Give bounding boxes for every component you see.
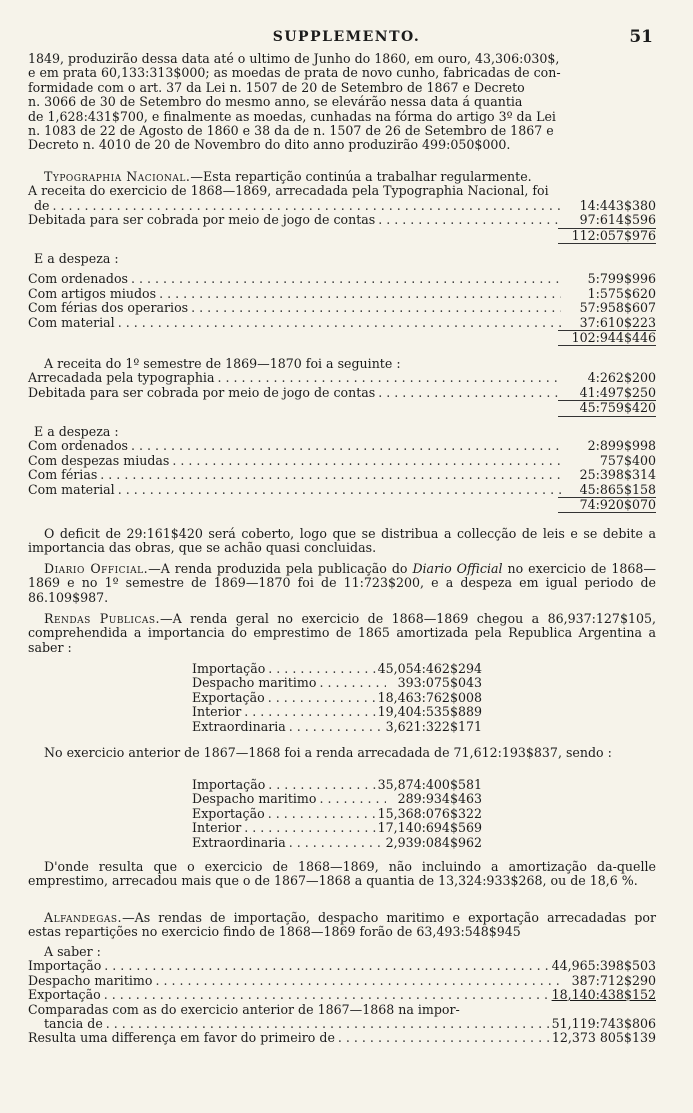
section-heading: Diario Official. <box>44 561 149 576</box>
alfandega-row: Despacho maritimo . . . 387:712$290 <box>28 974 656 988</box>
subheading: E a despeza : <box>34 424 119 439</box>
receita-row: Debitada para ser cobrada por meio de jogo de contas . . . 41:497$250 <box>28 386 656 400</box>
rendas-section: Rendas Publicas.—A renda geral no exercicio de 1868—1869 chegou a 86,937:127$105, comprehendida a importancia do emprestimo de 1865 amortizada pela Republica Argentina a saber : <box>28 611 656 655</box>
section-heading: Typographia Nacional. <box>44 169 191 184</box>
donde-paragraph: D'onde resulta que o exercicio de 1868—1869, não incluindo a amortização da-quelle emprestimo, arrecadou mais que o de 1867—1868 a quantia de 13,324:933$268, ou de 18,6 %. <box>28 859 656 889</box>
renda-row: Extraordinaria . . . 3,621:322$171 <box>192 720 482 734</box>
text-line: n. 3066 de 30 de Setembro do mesmo anno, se elevárão nessa data á quantia <box>28 94 523 110</box>
deficit-paragraph: O deficit de 29:161$420 será coberto, logo que se distribua a collecção de leis e se debite a importancia das obras, que se achão quasi concluidas. <box>28 526 656 556</box>
despeza-block <box>28 252 656 346</box>
publication-title: Diario Official <box>412 561 503 576</box>
receita-row: de . . . 14:443$380 <box>28 199 656 213</box>
renda-row: Importação . . . 45,054:462$294 <box>192 662 482 676</box>
renda-row: Exportação . . . 15,368:076$322 <box>192 807 482 821</box>
text-line: Decreto n. 4010 de 20 de Novembro do dito anno produzirão 499:050$000. <box>28 137 511 153</box>
typographia-section <box>28 170 656 244</box>
diario-section: Diario Official.—A renda produzida pela publicação do Diario Official no exercicio de 1868—1869 e no 1º semestre de 1869—1870 foi de 11:723$200, e a despeza em igual periodo de 86.109$987. <box>28 561 656 605</box>
text-line: Comparadas com as do exercicio anterior de 1867—1868 na impor- <box>28 1001 460 1017</box>
alfandega-row: Exportação . . . 18,140:438$152 <box>28 988 656 1002</box>
total-value: 45:759$420 <box>28 400 656 416</box>
receita-row: Arrecadada pela typographia . . . 4:262$200 <box>28 371 656 385</box>
receita-semestre-block <box>28 357 656 417</box>
subheading: E a despeza : <box>34 251 119 266</box>
section-heading: Rendas Publicas. <box>44 611 161 626</box>
despeza-row: Com ordenados . . . 2:899$998 <box>28 439 656 453</box>
renda-row: Importação . . . 35,874:400$581 <box>192 778 482 792</box>
subheading: A saber : <box>44 944 101 959</box>
renda-row: Despacho maritimo . . . 289:934$463 <box>192 792 482 806</box>
alfandega-row: Importação . . . 44,965:398$503 <box>28 959 656 973</box>
despeza-row: Com artigos miudos . . . 1:575$620 <box>28 287 656 301</box>
despeza-row: Com férias dos operarios . . . 57:958$607 <box>28 301 656 315</box>
section-heading: Alfandegas. <box>44 910 123 925</box>
intro-paragraph <box>28 52 656 153</box>
renda-row: Despacho maritimo . . . 393:075$043 <box>192 676 482 690</box>
renda-row: Interior . . . 17,140:694$569 <box>192 821 482 835</box>
despeza-row: Com férias . . . 25:398$314 <box>28 468 656 482</box>
text-line: e em prata 60,133:313$000; as moedas de prata de novo cunho, fabricadas de con- <box>28 65 561 81</box>
despeza-row: Com material . . . 45:865$158 <box>28 483 656 497</box>
alfandegas-section: Alfandegas.—As rendas de importação, despacho maritimo e exportação arrecadadas por estas repartições no exercicio findo de 1868—1869 forão de 63,493:548$945 <box>28 910 656 940</box>
renda-row: Exportação . . . 18,463:762$008 <box>192 691 482 705</box>
running-title: SUPPLEMENTO. <box>272 29 421 45</box>
renda-row: Extraordinaria . . . 2,939:084$962 <box>192 836 482 850</box>
rendas-anterior: No exercicio anterior de 1867—1868 foi a renda arrecadada de 71,612:193$837, sendo : <box>44 745 612 760</box>
rendas-list-1867 <box>192 778 482 850</box>
page-number: 51 <box>629 27 653 47</box>
total-value: 74:920$070 <box>28 497 656 513</box>
total-value: 102:944$446 <box>28 330 656 346</box>
despeza-row: Com despezas miudas . . . 757$400 <box>28 454 656 468</box>
text-line: —Esta repartição continúa a trabalhar regularmente. <box>190 169 532 184</box>
despeza-row: Com material . . . 37:610$223 <box>28 316 656 330</box>
text-line: formidade com o art. 37 da Lei n. 1507 de 20 de Setembro de 1867 e Decreto <box>28 79 525 95</box>
text-line: de 1,628:431$700, e finalmente as moedas, cunhadas na fórma do artigo 3º da Lei <box>28 108 556 124</box>
despeza-semestre-block <box>28 425 656 513</box>
total-value: 63,493:548$945 <box>416 924 521 940</box>
receita-row: Debitada para ser cobrada por meio de jogo de contas . . . 97:614$596 <box>28 213 656 227</box>
alfandega-row: Resulta uma differença em favor do primeiro de . . . 12,373 805$139 <box>28 1031 656 1045</box>
subheading: A receita do 1º semestre de 1869—1870 foi a seguinte : <box>44 356 401 371</box>
total-value: 112:057$976 <box>28 228 656 244</box>
text-line: 1849, produzirão dessa data até o ultimo de Junho do 1860, em ouro, 43,306:030$, <box>28 51 560 66</box>
rendas-list-1868 <box>192 662 482 734</box>
renda-row: Interior . . . 19,404:535$889 <box>192 705 482 719</box>
text-line: n. 1083 de 22 de Agosto de 1860 e 38 da de n. 1507 de 26 de Setembro de 1867 e <box>28 123 554 139</box>
alfandegas-list <box>28 945 656 1046</box>
despeza-row: Com ordenados . . . 5:799$996 <box>28 272 656 286</box>
text-line: A receita do exercicio de 1868—1869, arrecadada pela Typographia Nacional, foi <box>28 183 549 199</box>
alfandega-row: tancia de . . . 51,119:743$806 <box>28 1017 656 1031</box>
